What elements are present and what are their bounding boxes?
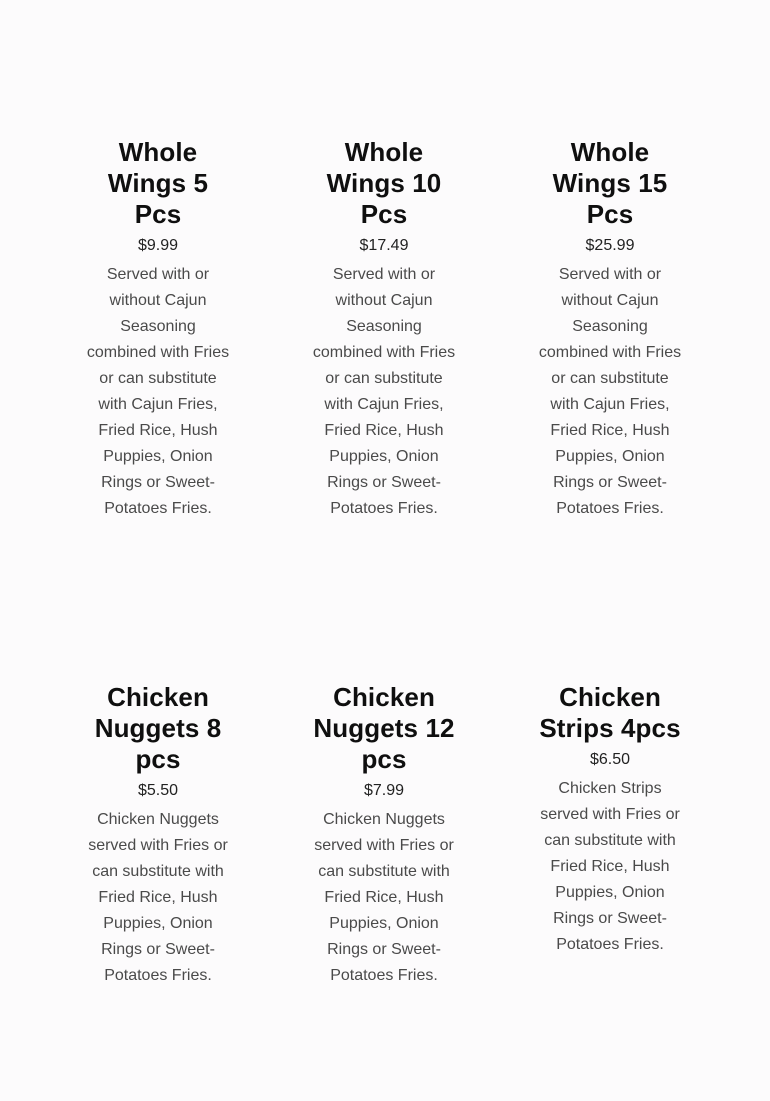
menu-item-name: Whole Wings 10 Pcs <box>326 137 442 229</box>
menu-item-card[interactable] <box>497 137 723 538</box>
menu-item-description: Chicken Strips served with Fries or can substitute with Fried Rice, Hush Puppies, Onion Rings or Sweet-Potatoes Fries. <box>540 780 680 953</box>
menu-item-name: Chicken Strips 4pcs <box>539 682 681 743</box>
menu-item-card[interactable] <box>271 137 497 538</box>
menu-item-description: Served with or without Cajun Seasoning combined with Fries or can substitute with Cajun Fries, Fried Rice, Hush Puppies, Onion Rings or Sweet-Potatoes Fries. <box>312 266 456 517</box>
menu-item-card[interactable] <box>497 682 723 1005</box>
menu-item-card[interactable] <box>45 682 271 1005</box>
menu-item-name: Chicken Nuggets 12 pcs <box>313 682 455 774</box>
menu-item-price: $9.99 <box>137 237 179 254</box>
menu-item-price: $25.99 <box>585 237 635 254</box>
menu-item-card[interactable] <box>271 682 497 1005</box>
menu-row-wings <box>45 137 725 538</box>
menu-item-price: $6.50 <box>589 751 631 768</box>
menu-item-price: $17.49 <box>359 237 409 254</box>
menu-item-price: $5.50 <box>137 782 179 799</box>
menu-item-name: Whole Wings 5 Pcs <box>107 137 209 229</box>
menu-item-name: Whole Wings 15 Pcs <box>552 137 668 229</box>
menu-item-description: Chicken Nuggets served with Fries or can substitute with Fried Rice, Hush Puppies, Onion Rings or Sweet-Potatoes Fries. <box>88 811 228 984</box>
menu-row-chicken <box>45 682 725 1005</box>
menu-item-name: Chicken Nuggets 8 pcs <box>94 682 222 774</box>
menu-item-description: Chicken Nuggets served with Fries or can substitute with Fried Rice, Hush Puppies, Onion Rings or Sweet-Potatoes Fries. <box>314 811 454 984</box>
menu-item-card[interactable] <box>45 137 271 538</box>
menu-item-description: Served with or without Cajun Seasoning combined with Fries or can substitute with Cajun Fries, Fried Rice, Hush Puppies, Onion Rings or Sweet-Potatoes Fries. <box>86 266 230 517</box>
menu-item-description: Served with or without Cajun Seasoning combined with Fries or can substitute with Cajun Fries, Fried Rice, Hush Puppies, Onion Rings or Sweet-Potatoes Fries. <box>538 266 682 517</box>
menu-item-price: $7.99 <box>363 782 405 799</box>
